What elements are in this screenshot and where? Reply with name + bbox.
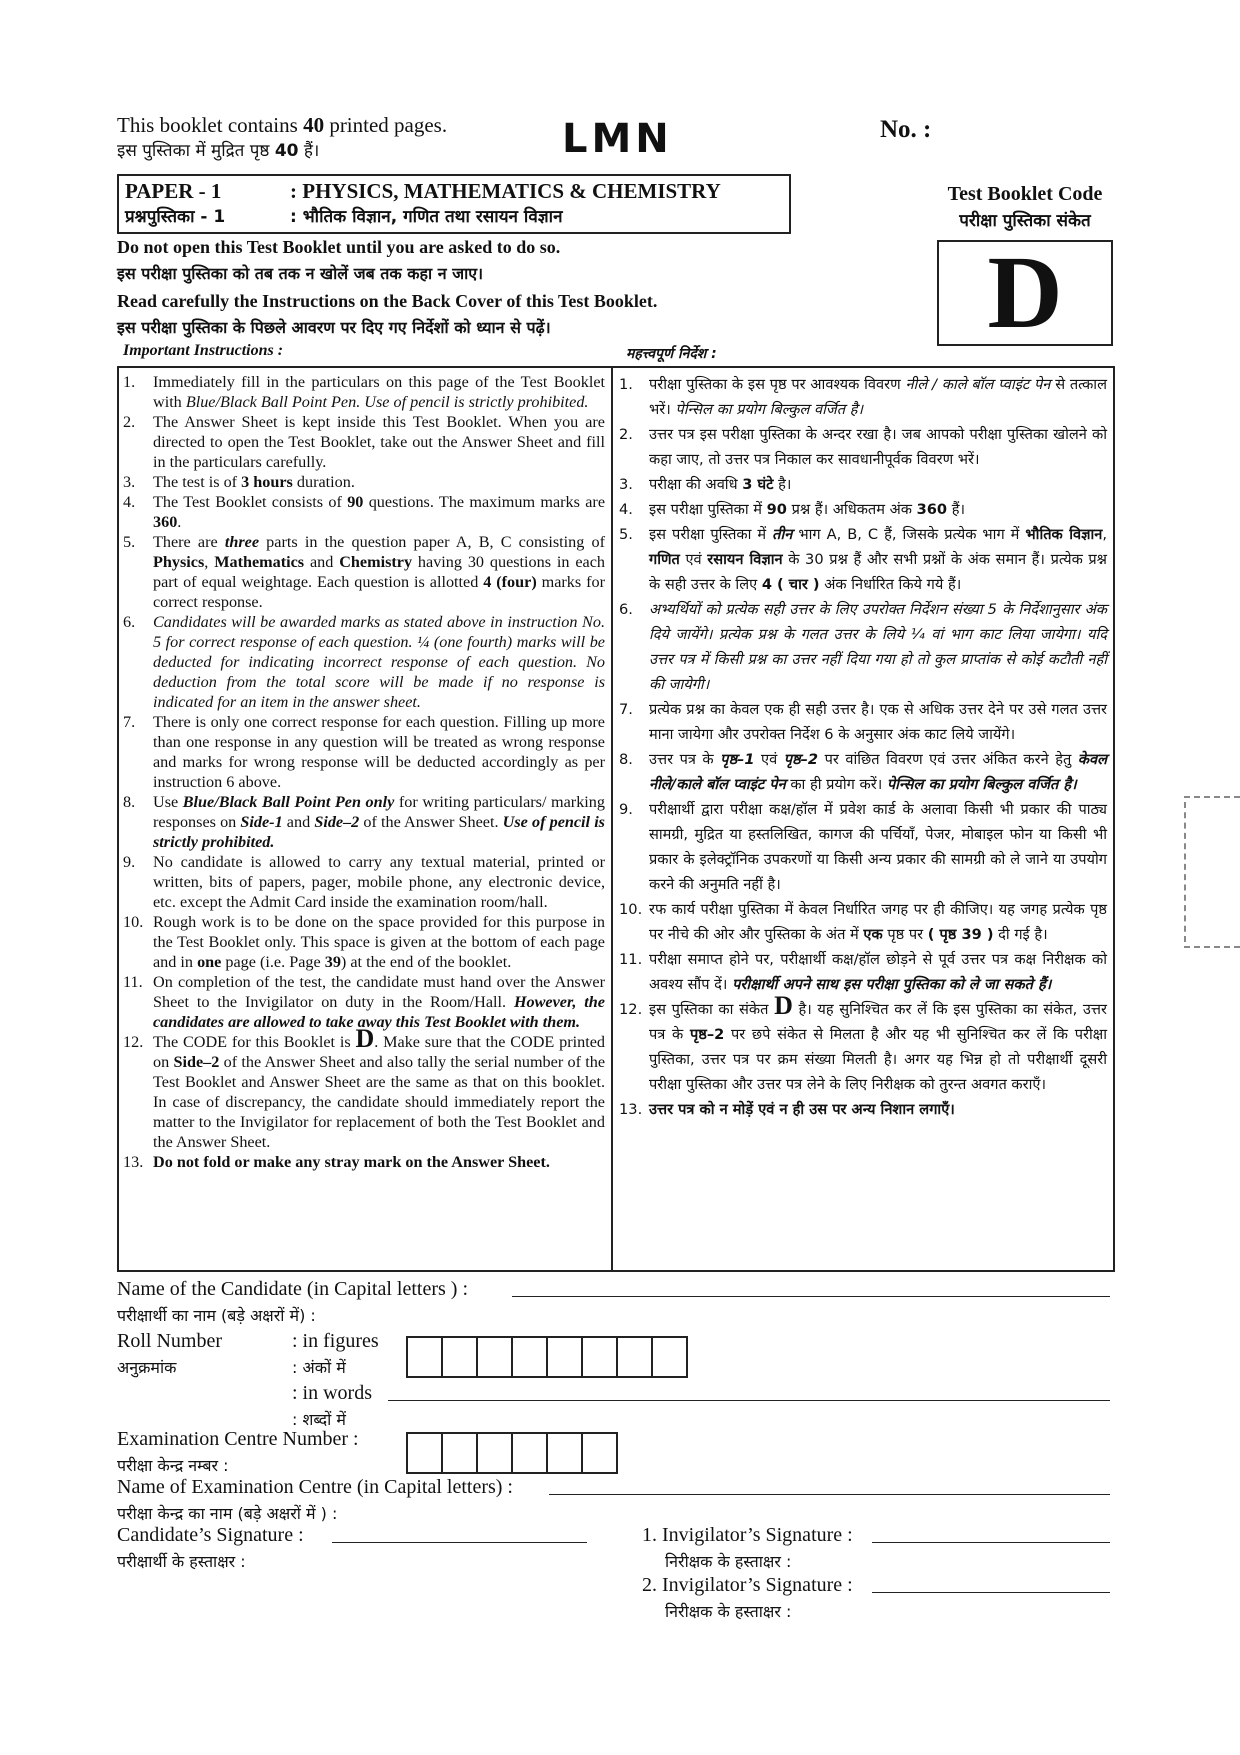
in-words-label-hindi: : शब्दों में [292,1410,346,1429]
instruction-item: 6. अभ्यर्थियों को प्रत्येक सही उत्तर के लिए उपरोक्त निर्देशन संख्या 5 के निर्देशानुसार अंक दिये जायेंगे। प्रत्येक प्रश्न के गलत उत्तर के लिये ¼ वां भाग काट लिया जायेगा। यदि उत्तर पत्र में किसी प्रश्न का उत्तर नहीं दिया गया हो तो कुल प्राप्तांक से कोई कटौती नहीं की जायेगी। [619,601,1107,693]
booklet-code-label-hindi: परीक्षा पुस्तिका संकेत [959,211,1091,231]
instruction-item: 4. इस परीक्षा पुस्तिका में 90 प्रश्न हैं। अधिकतम अंक 360 हैं। [619,501,965,518]
invigilator-1-signature-label-hindi: निरीक्षक के हस्ताक्षर : [665,1552,792,1571]
paper-label: PAPER - 1 [125,179,222,203]
instruction-item: 13. उत्तर पत्र को न मोड़ें एवं न ही उस पर अन्य निशान लगाएँ। [619,1101,955,1118]
candidate-signature-field[interactable] [332,1542,587,1543]
instructions-heading: Important Instructions : [123,342,284,359]
instruction-item: 8. Use Blue/Black Ball Point Pen only for writing particulars/ marking responses on Side-1 and Side–2 of the Answer Sheet. Use of pencil is strictly prohibited. [123,793,605,851]
in-figures-label-hindi: : अंकों में [292,1358,346,1377]
roll-in-words-field[interactable] [388,1400,1110,1401]
instruction-item: 2. उत्तर पत्र इस परीक्षा पुस्तिका के अन्दर रखा है। जब आपको परीक्षा पुस्तिका खोलने को कहा जाए, तो उत्तर पत्र निकाल कर सावधानीपूर्वक विवरण भरें। [619,426,1107,468]
read-instructions-warning: Read carefully the Instructions on the Back Cover of this Test Booklet. [117,291,658,311]
do-not-open-warning: Do not open this Test Booklet until you are asked to do so. [117,237,561,257]
invigilator-2-signature-label-hindi: निरीक्षक के हस्ताक्षर : [665,1602,792,1621]
instruction-item: 13. Do not fold or make any stray mark on the Answer Sheet. [123,1153,550,1171]
candidate-name-label: Name of the Candidate (in Capital letters ) : [117,1278,468,1300]
instruction-item: 8. उत्तर पत्र के पृष्ठ–1 एवं पृष्ठ–2 पर वांछित विवरण एवं उत्तर अंकित करने हेतु केवल नीले/काले बॉल प्वाइंट पेन का ही प्रयोग करें। पेन्सिल का प्रयोग बिल्कुल वर्जित है। [619,751,1107,793]
instruction-item: 4. The Test Booklet consists of 90 questions. The maximum marks are 360. [123,493,605,531]
instruction-item: 1. परीक्षा पुस्तिका के इस पृष्ठ पर आवश्यक विवरण नीले / काले बॉल प्वाइंट पेन से तत्काल भरें। पेन्सिल का प्रयोग बिल्कुल वर्जित है। [619,376,1107,418]
candidate-signature-label-hindi: परीक्षार्थी के हस्ताक्षर : [117,1552,246,1571]
centre-number-label: Examination Centre Number : [117,1428,359,1450]
booklet-code-label: Test Booklet Code [947,183,1103,205]
instruction-item: 10. Rough work is to be done on the space provided for this purpose in the Test Booklet only. This space is given at the bottom of each page and in one page (i.e. Page 39) at the end of the booklet. [123,913,605,971]
paper-label-hindi: प्रश्नपुस्तिका - 1 [125,207,226,227]
instructions-english [123,372,605,1172]
instruction-item: 11. परीक्षा समाप्त होने पर, परीक्षार्थी कक्ष/हॉल छोड़ने से पूर्व उत्तर पत्र कक्ष निरीक्षक को अवश्य सौंप दें। परीक्षार्थी अपने साथ इस परीक्षा पुस्तिका को ले जा सकते हैं। [619,951,1107,993]
instruction-item: 12. The CODE for this Booklet is D. Make sure that the CODE printed on Side–2 of the Answer Sheet and also tally the serial number of the Test Booklet and Answer Sheet are the same as that on this booklet. In case of discrepancy, the candidate should immediately report the matter to the Invigilator for replacement of both the Test Booklet and the Answer Sheet. [123,1024,606,1151]
booklet-number-label: No. : [880,116,932,143]
instructions-hindi [619,372,1107,1122]
instruction-item: 12. इस पुस्तिका का संकेत D है। यह सुनिश्चित कर लें कि इस पुस्तिका का संकेत, उत्तर पत्र के पृष्ठ–2 पर छपे संकेत से मिलता है और यह भी सुनिश्चित कर लें कि परीक्षा पुस्तिका, उत्तर पत्र पर क्रम संख्या मिलती है। अगर यह भिन्न हो तो परीक्षार्थी दूसरी परीक्षा पुस्तिका और उत्तर पत्र लेने के लिए निरीक्षक को तुरन्त अवगत कराएँ। [619,991,1107,1093]
booklet-code: D [987,235,1063,350]
instruction-item: 9. No candidate is allowed to carry any textual material, printed or written, bits of papers, pager, mobile phone, any electronic device, etc. except the Admit Card inside the examination room/hall. [123,853,605,911]
centre-name-field[interactable] [549,1494,1110,1495]
centre-name-label: Name of Examination Centre (in Capital letters) : [117,1476,513,1498]
centre-name-label-hindi: परीक्षा केन्द्र का नाम (बड़े अक्षरों में ) : [117,1504,338,1523]
column-divider [611,368,613,1270]
paper-subjects-hindi: : भौतिक विज्ञान, गणित तथा रसायन विज्ञान [290,207,563,227]
do-not-open-warning-hindi: इस परीक्षा पुस्तिका को तब तक न खोलें जब तक कहा न जाए। [117,264,484,283]
roll-number-boxes[interactable] [406,1336,688,1378]
instruction-item: 3. परीक्षा की अवधि 3 घंटे है। [619,476,792,493]
instruction-item: 5. इस परीक्षा पुस्तिका में तीन भाग A, B, C हैं, जिसके प्रत्येक भाग में भौतिक विज्ञान, गणित एवं रसायन विज्ञान के 30 प्रश्न हैं और सभी प्रश्नों के अंक समान हैं। प्रत्येक प्रश्न के सही उत्तर के लिए 4 ( चार ) अंक निर्धारित किये गये हैं। [619,526,1108,593]
instruction-item: 2. The Answer Sheet is kept inside this Test Booklet. When you are directed to open the Test Booklet, take out the Answer Sheet and fill in the particulars carefully. [123,413,605,471]
roll-number-label: Roll Number [117,1330,222,1352]
candidate-name-field[interactable] [512,1296,1110,1297]
candidate-signature-label: Candidate’s Signature : [117,1524,304,1546]
instructions-box [117,366,1115,1272]
instructions-heading-hindi: महत्त्वपूर्ण निर्देश : [626,346,717,362]
instruction-item: 3. The test is of 3 hours duration. [123,473,355,491]
centre-number-boxes[interactable] [406,1432,618,1474]
instruction-item: 10. रफ कार्य परीक्षा पुस्तिका में केवल निर्धारित जगह पर ही कीजिए। यह जगह प्रत्येक पृष्ठ पर नीचे की ओर और पुस्तिका के अंत में एक पृष्ठ पर ( पृष्ठ 39 ) दी गई है। [619,901,1107,943]
seal-mark-bottom [1184,946,1240,948]
instruction-item: 7. There is only one correct response for each question. Filling up more than one response in any question will be treated as wrong response and marks for wrong response will be deducted accordingly as per instruction 6 above. [123,713,605,791]
invigilator-1-signature-label: 1. Invigilator’s Signature : [642,1524,853,1546]
invigilator-2-signature-field[interactable] [872,1592,1110,1593]
paper-title-box [117,174,791,234]
instruction-item: 11. On completion of the test, the candidate must hand over the Answer Sheet to the Invigilator on duty in the Room/Hall. However, the candidates are allowed to take away this Test Booklet with them. [123,973,605,1031]
read-instructions-warning-hindi: इस परीक्षा पुस्तिका के पिछले आवरण पर दिए गए निर्देशों को ध्यान से पढ़ें। [117,318,551,337]
instruction-item: 7. प्रत्येक प्रश्न का केवल एक ही सही उत्तर है। एक से अधिक उत्तर देने पर उसे गलत उत्तर माना जायेगा और उपरोक्त निर्देश 6 के अनुसार अंक काट लिये जायेंगे। [619,701,1107,743]
instruction-item: 9. परीक्षार्थी द्वारा परीक्षा कक्ष/हॉल में प्रवेश कार्ड के अलावा किसी भी प्रकार की पाठ्य सामग्री, मुद्रित या हस्तलिखित, कागज की पर्चियाँ, पेजर, मोबाइल फोन या किसी भी प्रकार के इलेक्ट्रॉनिक उपकरणों या किसी अन्य प्रकार की सामग्री को ले जाने या उपयोग करने की अनुमति नहीं है। [619,801,1107,893]
in-words-label: : in words [292,1382,372,1404]
candidate-name-label-hindi: परीक्षार्थी का नाम (बड़े अक्षरों में) : [117,1306,316,1325]
booklet-code-box [937,235,1113,350]
seal-mark-side [1184,802,1186,942]
paper-subjects: : PHYSICS, MATHEMATICS & CHEMISTRY [290,179,721,203]
instruction-item: 5. There are three parts in the question paper A, B, C consisting of Physics, Mathematics and Chemistry having 30 questions in each part of equal weightage. Each question is allotted 4 (four) marks for correct response. [123,533,606,611]
series-code: LMN [562,116,673,162]
instruction-item: 6. Candidates will be awarded marks as stated above in instruction No. 5 for correct response of each question. ¼ (one fourth) marks will be deducted for indicating incorrect response of each question. No deduction from the total score will be made if no response is indicated for an item in the answer sheet. [123,613,605,711]
in-figures-label: : in figures [292,1330,379,1352]
page-count-note: This booklet contains 40 printed pages. इस पुस्तिका में मुद्रित पृष्ठ 40 हैं। [117,113,448,161]
invigilator-1-signature-field[interactable] [872,1542,1110,1543]
seal-mark-top [1184,796,1240,798]
invigilator-2-signature-label: 2. Invigilator’s Signature : [642,1574,853,1596]
instruction-item: 1. Immediately fill in the particulars on this page of the Test Booklet with Blue/Black Ball Point Pen. Use of pencil is strictly prohibited. [123,373,605,411]
roll-number-label-hindi: अनुक्रमांक [117,1358,177,1377]
centre-number-label-hindi: परीक्षा केन्द्र नम्बर : [117,1456,229,1475]
